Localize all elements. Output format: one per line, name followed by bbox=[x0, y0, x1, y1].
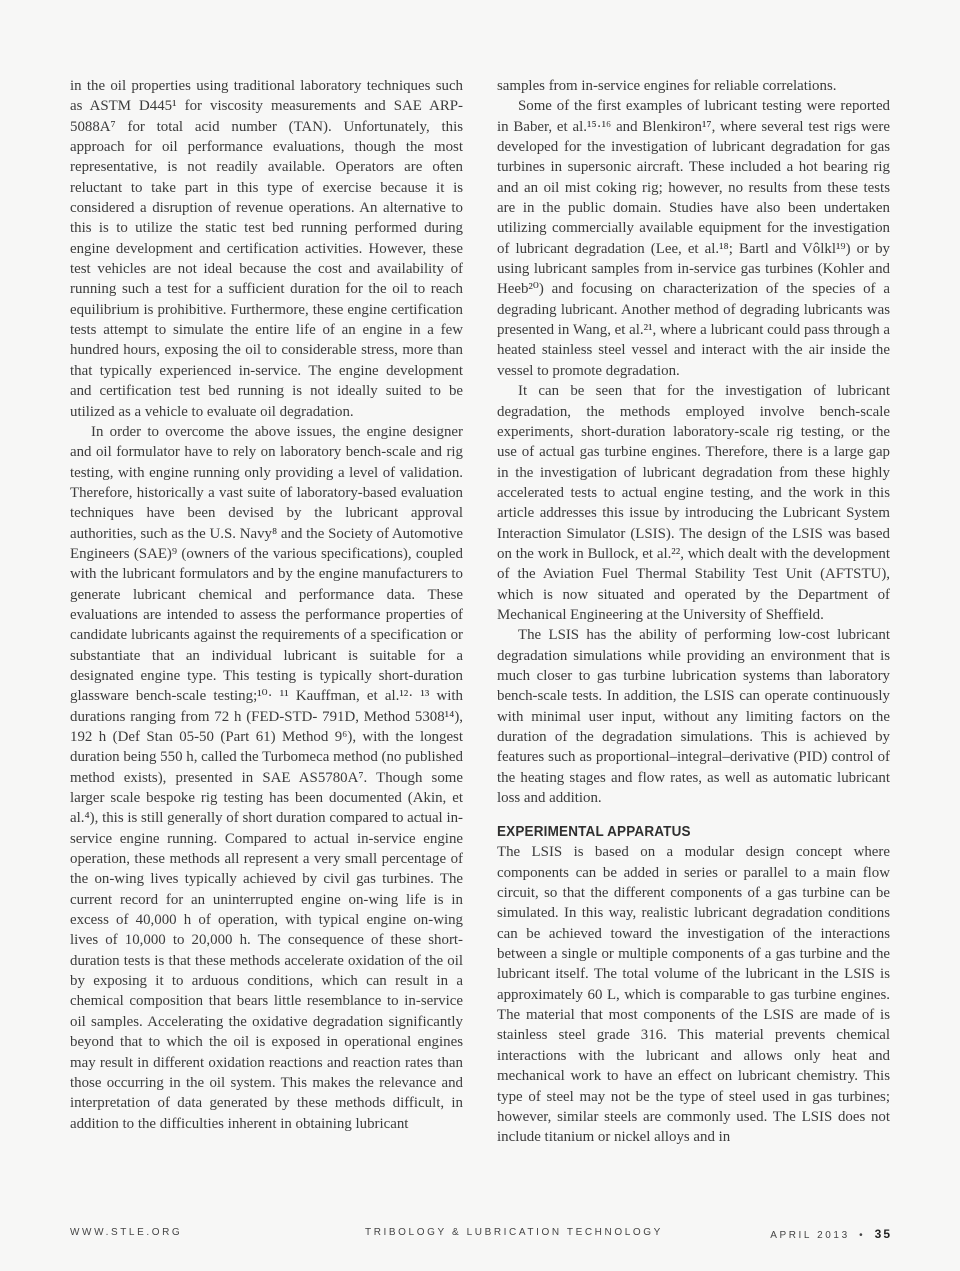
footer-website[interactable]: WWW.STLE.ORG bbox=[70, 1227, 183, 1238]
footer-publication: TRIBOLOGY & LUBRICATION TECHNOLOGY bbox=[365, 1227, 663, 1238]
section-heading: EXPERIMENTAL APPARATUS bbox=[497, 823, 691, 841]
right-column bbox=[497, 76, 890, 1148]
paragraph-continued-samples: samples from in-service engines for reliable correlations. bbox=[497, 78, 837, 94]
footer-separator: • bbox=[859, 1230, 866, 1241]
paragraph-lsis-ability: The LSIS has the ability of performing low-cost lubricant degradation simulations while providing an environment that is much closer to gas turbine lubrication systems than laboratory bench-scale tests. In addition, the LSIS can operate continuously with minimal user input, without any limiting factors on the duration of the degradation simulations. This is achieved by features such as proportional–integral–derivative (PID) control of the heating stages and flow rates, as well as automatic lubricant loss and addition. bbox=[497, 627, 890, 807]
left-column bbox=[70, 76, 463, 1134]
footer-date-page bbox=[770, 1227, 892, 1241]
paragraph-modular-design: The LSIS is based on a modular design concept where components can be added in series or parallel to a main flow circuit, so that the different components of a gas turbine can be simulated. In this way, realistic lubricant degradation conditions can be achieved toward the investigation of the interactions between a single or multiple components of a gas turbine and the lubricant itself. The total volume of the lubricant in the LSIS is approximately 60 L, which is comparable to gas turbine engines. The material that most components of the LSIS are made of is stainless steel grade 316. This material prevents chemical interactions with the lubricant and allows only heat and mechanical work to have an effect on lubricant chemistry. This type of steel may not be the type of steel used in gas turbines; however, similar steels are commonly used. The LSIS does not include titanium or nickel alloys and in bbox=[497, 844, 890, 1146]
paragraph-bench-scale-testing: In order to overcome the above issues, the engine designer and oil formulator have to rely on laboratory bench-scale and rig testing, with engine running only providing a level of validation. Therefore, historically a vast suite of laboratory-based evaluation techniques have been devised by the lubricant approval authorities, such as the U.S. Navy⁸ and the Society of Automotive Engineers (SAE)⁹ (owners of the various specifications), coupled with the lubricant formulators and by the engine manufacturers to generate lubricant chemical and performance data. These evaluations are intended to assess the performance properties of candidate lubricants against the requirements of a specification or substantiate that an individual lubricant is suitable for a designated engine type. This testing is typically short-duration glassware bench-scale testing;¹⁰· ¹¹ Kauffman, et al.¹²· ¹³ with durations ranging from 72 h (FED-STD- 791D, Method 5308¹⁴), 192 h (Def Stan 05-50 (Part 61) Method 9⁶), with the longest duration being 550 h, called the Turbomeca method (no published method exists), presented in SAE AS5780A⁷. Though some larger scale bespoke rig testing has been documented (Akin, et al.⁴), this is still generally of short duration compared to actual in-service engine running. Compared to actual in-service engine operation, these methods all represent a very small percentage of the on-wing lives typically achieved by civil gas turbines. The current record for an uninterrupted engine on-wing life is in excess of 40,000 h of operation, with typical engine on-wing lives of 10,000 to 20,000 h. The consequence of these short-duration tests is that these methods accelerate oxidation of the oil by exposing it to arduous conditions, which can result in a chemical composition that bears little resemblance to in-service oil samples. Accelerating the oxidative degradation significantly beyond that to which the oil is exposed in operational engines may result in different oxidation reactions and reaction rates than those occurring in the oil system. This makes the relevance and interpretation of data generated by these methods difficult, in addition to the difficulties inherent in obtaining lubricant bbox=[70, 423, 463, 1132]
paragraph-continued: in the oil properties using traditional laboratory techniques such as ASTM D445¹ for viscosity measurements and SAE ARP-5088A⁷ for total acid number (TAN). Unfortunately, this approach for oil performance evaluations, though the most representative, is not readily available. Operators are often reluctant to take part in this type of exercise because it is considered a disruption of revenue operations. An alternative to this is to utilize the static test bed running performed during engine development and certification activities. However, these test vehicles are not ideal because the cost and availability of running such a test for a sufficient duration for the oil to reach equilibrium is prohibitive. Furthermore, these engine certification tests attempt to simulate the entire life of an engine in a few hundred hours, exposing the oil to considerable stress, more than that typically experienced in-service. The engine development and certification test bed running is not ideally suited to be utilized as a vehicle to evaluate oil degradation. bbox=[70, 78, 463, 420]
page-number: 35 bbox=[874, 1227, 892, 1241]
paragraph-first-examples: Some of the first examples of lubricant testing were reported in Baber, et al.¹⁵·¹⁶ and Blenkiron¹⁷, where several test rigs were developed for the investigation of lubricant degradation for gas turbines in supersonic aircraft. These included a hot bearing rig and an oil mist coking rig; however, no results from these tests are in the public domain. Studies have also been undertaken utilizing commercially available equipment for the investigation of lubricant degradation (Lee, et al.¹⁸; Bartl and Vôlkl¹⁹) or by using lubricant samples from in-service gas turbines (Kohler and Heeb²⁰) and focusing on characterization of the species of a degrading lubricant. Another method of degrading lubricants was presented in Wang, et al.²¹, where a lubricant could pass through a heated stainless steel vessel and interact with the air inside the vessel to promote degradation. bbox=[497, 98, 890, 379]
footer-date: APRIL 2013 bbox=[770, 1230, 850, 1241]
paragraph-investigation-gap: It can be seen that for the investigation of lubricant degradation, the methods employed involve bench-scale experiments, short-duration laboratory-scale rig testing, or the use of actual gas turbine engines. Therefore, there is a large gap in the investigation of lubricant degradation from these highly accelerated tests to actual engine testing, and the work in this article addresses this issue by introducing the Lubricant System Interaction Simulator (LSIS). The design of the LSIS was based on the work in Bullock, et al.²², which dealt with the development of the Aviation Fuel Thermal Stability Test Unit (AFTSTU), which is now situated and operated by the Department of Mechanical Engineering at the University of Sheffield. bbox=[497, 383, 890, 623]
